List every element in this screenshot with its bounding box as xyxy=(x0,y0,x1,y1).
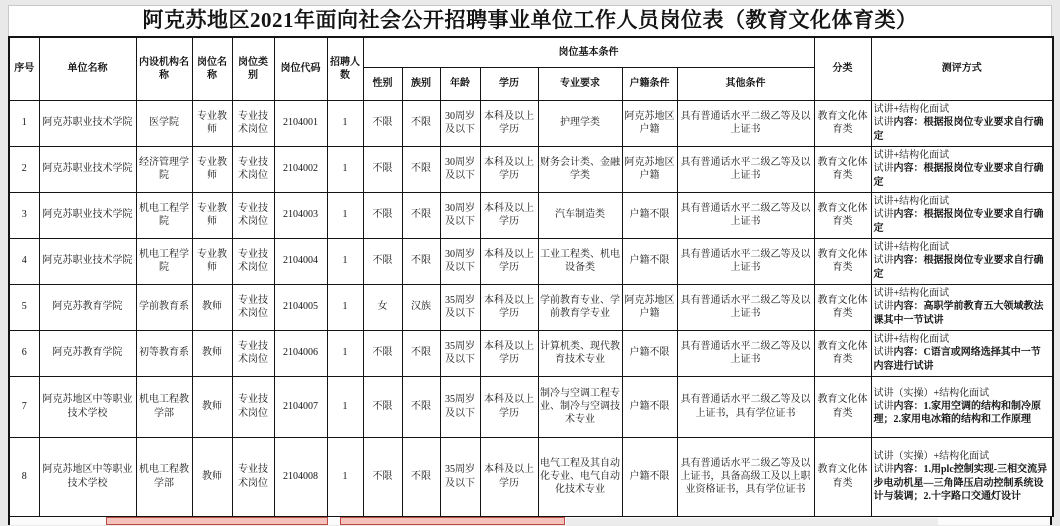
col-header-major: 专业要求 xyxy=(538,67,622,100)
cell-unit-name: 阿克苏教育学院 xyxy=(39,284,136,330)
cell-post-name: 教师 xyxy=(192,284,232,330)
job-positions-table xyxy=(8,36,1054,517)
col-header-category: 分类 xyxy=(814,37,871,100)
cell-dept-name: 机电工程教学部 xyxy=(136,376,192,437)
cell-post-code: 2104003 xyxy=(274,192,327,238)
cell-post-code: 2104001 xyxy=(274,100,327,146)
cell-residency: 户籍不限 xyxy=(622,437,677,516)
table-row xyxy=(9,100,1053,146)
col-header-post: 岗位名称 xyxy=(192,37,232,100)
table-row xyxy=(9,238,1053,284)
cell-dept-name: 机电工程学院 xyxy=(136,238,192,284)
eval-method: 试讲+结构化面试 xyxy=(873,334,950,346)
eval-method: 试讲（实操）+结构化面试 xyxy=(873,387,990,399)
eval-content: 内容：1.用plc控制实现-三相交流异步电动机星—三角降压启动控制系统设计与装调；2.十字路口交通灯设计 xyxy=(873,464,1048,502)
cell-education: 本科及以上学历 xyxy=(480,100,538,146)
cell-evaluation xyxy=(871,330,1053,376)
cell-serial-no: 6 xyxy=(9,330,39,376)
eval-content: 内容：根据报岗位专业要求自行确定 xyxy=(873,117,1044,142)
cell-post-type: 专业技术岗位 xyxy=(232,238,274,284)
cell-education: 本科及以上学历 xyxy=(480,330,538,376)
cell-residency: 阿克苏地区户籍 xyxy=(622,146,677,192)
eval-content: 内容：根据报岗位专业要求自行确定 xyxy=(873,209,1044,234)
cell-post-code: 2104008 xyxy=(274,437,327,516)
eval-content: 内容：根据报岗位专业要求自行确定 xyxy=(873,163,1044,188)
cell-post-code: 2104004 xyxy=(274,238,327,284)
partial-row-shade xyxy=(566,518,938,525)
col-header-age: 年龄 xyxy=(440,67,480,100)
cell-recruit-count: 1 xyxy=(327,146,363,192)
col-header-code: 岗位代码 xyxy=(274,37,327,100)
cell-post-name: 专业教师 xyxy=(192,100,232,146)
cell-age: 30周岁及以下 xyxy=(440,146,480,192)
eval-method: 试讲+结构化面试 xyxy=(873,150,950,162)
cell-serial-no: 2 xyxy=(9,146,39,192)
cell-evaluation xyxy=(871,437,1053,516)
cell-unit-name: 阿克苏地区中等职业技术学校 xyxy=(39,437,136,516)
cell-dept-name: 学前教育系 xyxy=(136,284,192,330)
col-header-no: 序号 xyxy=(9,37,39,100)
cell-evaluation xyxy=(871,238,1053,284)
cell-dept-name: 机电工程学院 xyxy=(136,192,192,238)
col-header-other: 其他条件 xyxy=(677,67,814,100)
cell-serial-no: 4 xyxy=(9,238,39,284)
cell-serial-no: 1 xyxy=(9,100,39,146)
cell-unit-name: 阿克苏职业技术学院 xyxy=(39,238,136,284)
col-header-basic-conditions: 岗位基本条件 xyxy=(363,37,814,67)
cell-evaluation xyxy=(871,100,1053,146)
cell-residency: 户籍不限 xyxy=(622,376,677,437)
cell-post-name: 专业教师 xyxy=(192,238,232,284)
cell-other-conditions: 具有普通话水平二级乙等及以上证书 xyxy=(677,146,814,192)
table-row xyxy=(9,330,1053,376)
col-header-ethnic: 族别 xyxy=(402,67,440,100)
cell-category: 教育文化体育类 xyxy=(814,376,871,437)
cell-ethnicity: 不限 xyxy=(402,146,440,192)
cell-recruit-count: 1 xyxy=(327,437,363,516)
cell-major: 计算机类、现代教育技术专业 xyxy=(538,330,622,376)
cell-gender: 不限 xyxy=(363,192,402,238)
cell-post-code: 2104005 xyxy=(274,284,327,330)
cell-recruit-count: 1 xyxy=(327,238,363,284)
cell-serial-no: 5 xyxy=(9,284,39,330)
cell-residency: 阿克苏地区户籍 xyxy=(622,284,677,330)
cell-post-name: 教师 xyxy=(192,437,232,516)
cell-ethnicity: 汉族 xyxy=(402,284,440,330)
col-header-residency: 户籍条件 xyxy=(622,67,677,100)
eval-method: 试讲+结构化面试 xyxy=(873,196,950,208)
highlighted-cell xyxy=(340,517,565,525)
cell-major: 工业工程类、机电设备类 xyxy=(538,238,622,284)
cell-age: 35周岁及以下 xyxy=(440,330,480,376)
cell-major: 护理学类 xyxy=(538,100,622,146)
cell-post-type: 专业技术岗位 xyxy=(232,100,274,146)
cell-age: 30周岁及以下 xyxy=(440,192,480,238)
cell-age: 30周岁及以下 xyxy=(440,100,480,146)
cell-age: 30周岁及以下 xyxy=(440,238,480,284)
cell-major: 制冷与空调工程专业、制冷与空调技术专业 xyxy=(538,376,622,437)
cell-post-name: 教师 xyxy=(192,376,232,437)
cell-post-code: 2104007 xyxy=(274,376,327,437)
cell-gender: 不限 xyxy=(363,437,402,516)
cell-evaluation xyxy=(871,146,1053,192)
eval-method: 试讲+结构化面试 xyxy=(873,242,950,254)
cell-unit-name: 阿克苏职业技术学院 xyxy=(39,192,136,238)
cell-unit-name: 阿克苏教育学院 xyxy=(39,330,136,376)
col-header-unit: 单位名称 xyxy=(39,37,136,100)
eval-method: 试讲（实操）+结构化面试 xyxy=(873,451,990,463)
cell-residency: 户籍不限 xyxy=(622,238,677,284)
cell-major: 汽车制造类 xyxy=(538,192,622,238)
eval-content-prefix: 试讲 xyxy=(873,163,894,175)
cell-other-conditions: 具有普通话水平二级乙等及以上证书 xyxy=(677,192,814,238)
cell-gender: 不限 xyxy=(363,146,402,192)
cell-education: 本科及以上学历 xyxy=(480,284,538,330)
highlighted-cell xyxy=(106,517,328,525)
cell-post-type: 专业技术岗位 xyxy=(232,192,274,238)
cell-ethnicity: 不限 xyxy=(402,376,440,437)
cell-post-name: 教师 xyxy=(192,330,232,376)
cell-category: 教育文化体育类 xyxy=(814,284,871,330)
cell-evaluation xyxy=(871,376,1053,437)
cell-category: 教育文化体育类 xyxy=(814,437,871,516)
cell-gender: 女 xyxy=(363,284,402,330)
cell-other-conditions: 具有普通话水平二级乙等及以上证书 xyxy=(677,238,814,284)
cell-post-name: 专业教师 xyxy=(192,146,232,192)
cell-major: 学前教育专业、学前教育学专业 xyxy=(538,284,622,330)
eval-content: 内容：高职学前教育五大领域教法课其中一节试讲 xyxy=(873,301,1044,326)
cell-post-type: 专业技术岗位 xyxy=(232,146,274,192)
table-row xyxy=(9,437,1053,516)
cell-post-code: 2104002 xyxy=(274,146,327,192)
cell-education: 本科及以上学历 xyxy=(480,437,538,516)
eval-content-prefix: 试讲 xyxy=(873,464,894,476)
cell-other-conditions: 具有普通话水平二级乙等及以上证书 xyxy=(677,284,814,330)
eval-content-prefix: 试讲 xyxy=(873,255,894,267)
eval-content-prefix: 试讲 xyxy=(873,209,894,221)
cell-education: 本科及以上学历 xyxy=(480,192,538,238)
cell-ethnicity: 不限 xyxy=(402,330,440,376)
cell-post-code: 2104006 xyxy=(274,330,327,376)
table-row xyxy=(9,376,1053,437)
eval-content-prefix: 试讲 xyxy=(873,117,894,129)
cell-category: 教育文化体育类 xyxy=(814,146,871,192)
cell-age: 35周岁及以下 xyxy=(440,437,480,516)
cell-recruit-count: 1 xyxy=(327,376,363,437)
cell-age: 35周岁及以下 xyxy=(440,376,480,437)
cell-recruit-count: 1 xyxy=(327,284,363,330)
col-header-count: 招聘人数 xyxy=(327,37,363,100)
cell-gender: 不限 xyxy=(363,238,402,284)
cell-category: 教育文化体育类 xyxy=(814,238,871,284)
cell-residency: 户籍不限 xyxy=(622,330,677,376)
cell-unit-name: 阿克苏地区中等职业技术学校 xyxy=(39,376,136,437)
cell-education: 本科及以上学历 xyxy=(480,376,538,437)
cell-ethnicity: 不限 xyxy=(402,100,440,146)
cell-post-type: 专业技术岗位 xyxy=(232,376,274,437)
cell-dept-name: 初等教育系 xyxy=(136,330,192,376)
cell-recruit-count: 1 xyxy=(327,100,363,146)
cell-dept-name: 机电工程教学部 xyxy=(136,437,192,516)
eval-content-prefix: 试讲 xyxy=(873,347,894,359)
cell-age: 35周岁及以下 xyxy=(440,284,480,330)
eval-content-prefix: 试讲 xyxy=(873,301,894,313)
cell-serial-no: 8 xyxy=(9,437,39,516)
cell-gender: 不限 xyxy=(363,100,402,146)
cell-residency: 阿克苏地区户籍 xyxy=(622,100,677,146)
cell-residency: 户籍不限 xyxy=(622,192,677,238)
cell-evaluation xyxy=(871,192,1053,238)
cell-unit-name: 阿克苏职业技术学院 xyxy=(39,146,136,192)
cell-major: 财务会计类、金融学类 xyxy=(538,146,622,192)
cell-post-name: 专业教师 xyxy=(192,192,232,238)
cell-ethnicity: 不限 xyxy=(402,192,440,238)
col-header-eval: 测评方式 xyxy=(871,37,1053,100)
cell-category: 教育文化体育类 xyxy=(814,192,871,238)
table-header xyxy=(9,37,1053,100)
table-title: 阿克苏地区2021年面向社会公开招聘事业单位工作人员岗位表（教育文化体育类） xyxy=(8,5,1052,36)
eval-method: 试讲+结构化面试 xyxy=(873,104,950,116)
spreadsheet-sheet xyxy=(8,5,1052,525)
col-header-type: 岗位类别 xyxy=(232,37,274,100)
cell-education: 本科及以上学历 xyxy=(480,238,538,284)
cell-other-conditions: 具有普通话水平二级乙等及以上证书，具备高级工及以上职业资格证书，具有学位证书 xyxy=(677,437,814,516)
cell-category: 教育文化体育类 xyxy=(814,330,871,376)
cell-gender: 不限 xyxy=(363,376,402,437)
eval-content-prefix: 试讲 xyxy=(873,400,894,412)
eval-content: 内容：根据报岗位专业要求自行确定 xyxy=(873,255,1044,280)
eval-content: 内容：C语言或网络选择其中一节内容进行试讲 xyxy=(873,347,1041,372)
eval-method: 试讲+结构化面试 xyxy=(873,288,950,300)
cell-evaluation xyxy=(871,284,1053,330)
cell-other-conditions: 具有普通话水平二级乙等及以上证书 xyxy=(677,330,814,376)
cell-dept-name: 医学院 xyxy=(136,100,192,146)
cell-ethnicity: 不限 xyxy=(402,437,440,516)
cell-serial-no: 7 xyxy=(9,376,39,437)
table-row xyxy=(9,192,1053,238)
cell-recruit-count: 1 xyxy=(327,330,363,376)
table-row xyxy=(9,146,1053,192)
cell-category: 教育文化体育类 xyxy=(814,100,871,146)
cell-serial-no: 3 xyxy=(9,192,39,238)
table-row xyxy=(9,284,1053,330)
cell-dept-name: 经济管理学院 xyxy=(136,146,192,192)
next-row-partial xyxy=(8,517,1052,525)
cell-education: 本科及以上学历 xyxy=(480,146,538,192)
cell-post-type: 专业技术岗位 xyxy=(232,330,274,376)
cell-other-conditions: 具有普通话水平二级乙等及以上证书 xyxy=(677,100,814,146)
col-header-dept: 内设机构名称 xyxy=(136,37,192,100)
cell-unit-name: 阿克苏职业技术学院 xyxy=(39,100,136,146)
col-header-edu: 学历 xyxy=(480,67,538,100)
cell-ethnicity: 不限 xyxy=(402,238,440,284)
eval-content: 内容：1.家用空调的结构和制冷原理；2.家用电冰箱的结构和工作原理 xyxy=(873,400,1041,426)
table-body xyxy=(9,100,1053,516)
cell-major: 电气工程及其自动化专业、电气自动化技术专业 xyxy=(538,437,622,516)
cell-recruit-count: 1 xyxy=(327,192,363,238)
cell-post-type: 专业技术岗位 xyxy=(232,284,274,330)
col-header-gender: 性别 xyxy=(363,67,402,100)
cell-gender: 不限 xyxy=(363,330,402,376)
cell-post-type: 专业技术岗位 xyxy=(232,437,274,516)
cell-other-conditions: 具有普通话水平二级乙等及以上证书，具有学位证书 xyxy=(677,376,814,437)
